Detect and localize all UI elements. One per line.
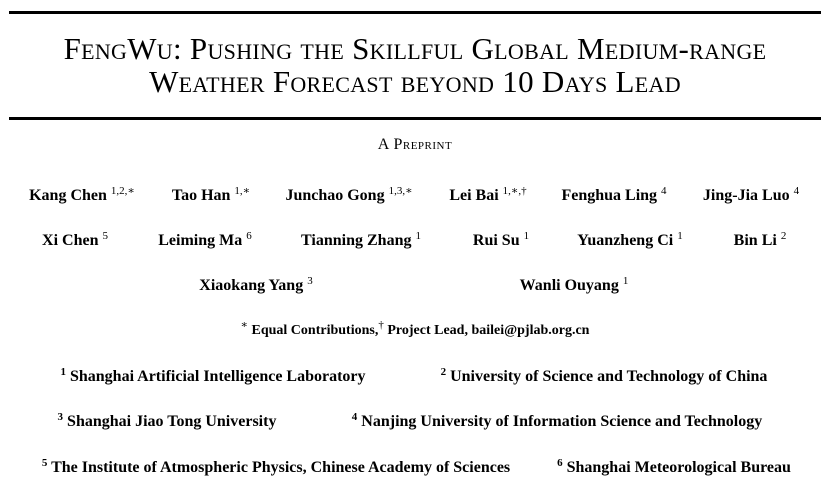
preprint-label: A Preprint — [377, 136, 453, 153]
affiliation: $^3$ Shanghai Jiao Tong University — [57, 411, 277, 430]
author: Leiming Ma $^6$ — [158, 230, 252, 249]
author: Wanli Ouyang $^1$ — [519, 275, 629, 294]
affiliation: $^4$ Nanjing University of Information Science and Technology — [351, 411, 763, 430]
author: Jing-Jia Luo $^4$ — [702, 185, 800, 204]
lead-text: Project Lead, bailei@pjlab.org.cn — [387, 323, 590, 338]
author: Xiaokang Yang $^3$ — [199, 275, 313, 294]
author: Fenghua Ling $^4$ — [561, 185, 667, 204]
title-line-1: FengWu: Pushing the Skillful Global Medium-range — [63, 31, 767, 66]
author: Bin Li $^2$ — [733, 230, 787, 249]
affiliation: $^1$ Shanghai Artificial Intelligence Laboratory — [60, 366, 366, 385]
affiliation: $^6$ Shanghai Meteorological Bureau — [557, 457, 791, 476]
affiliation: $^5$ The Institute of Atmospheric Physics, Chinese Academy of Sciences — [41, 457, 511, 476]
lead-mark: † — [378, 319, 384, 331]
author: Junchao Gong $^{1,3,∗}$ — [285, 185, 413, 204]
author: Tao Han $^{1,∗}$ — [171, 185, 251, 204]
top-rule — [9, 11, 821, 14]
affiliation: $^2$ University of Science and Technology of China — [440, 366, 768, 385]
equal-text: Equal Contributions, — [251, 323, 379, 338]
author: Xi Chen $^5$ — [42, 230, 108, 249]
author: Tianning Zhang $^1$ — [301, 230, 421, 249]
author: Rui Su $^1$ — [472, 230, 530, 249]
author: Yuanzheng Ci $^1$ — [577, 230, 683, 249]
equal-mark: ∗ — [240, 319, 249, 331]
title-line-2: Weather Forecast beyond 10 Days Lead — [149, 64, 681, 99]
author: Lei Bai $^{1,∗,\dagger}$ — [449, 185, 527, 204]
paper-title — [0, 32, 830, 98]
author: Kang Chen $^{1,2,∗}$ — [29, 185, 135, 204]
bottom-rule — [9, 117, 821, 120]
